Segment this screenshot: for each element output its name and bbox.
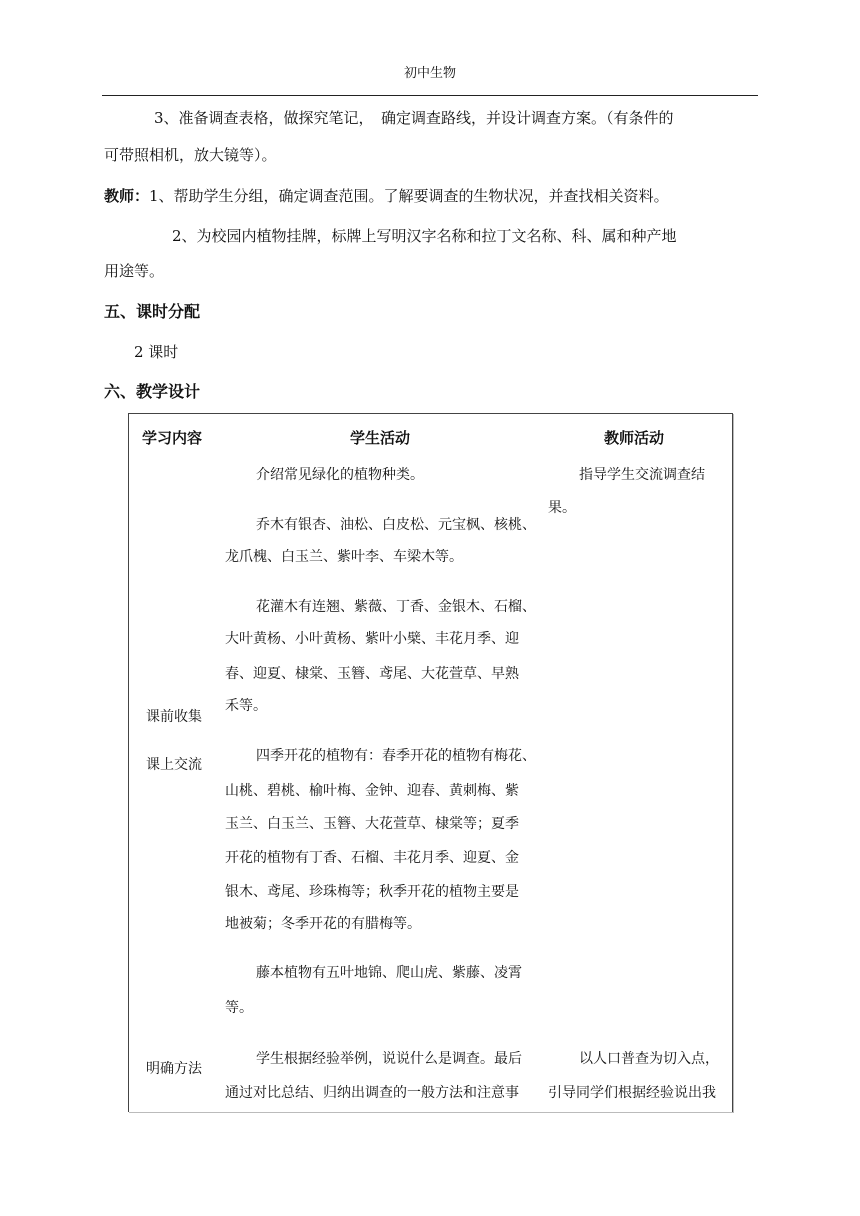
section6-title: 六、教学设计 [104, 382, 201, 401]
student-line: 山桃、碧桃、榆叶梅、金钟、迎春、黄刺梅、紫 [225, 783, 519, 799]
row1-content-b: 课上交流 [146, 757, 202, 773]
section5-value: 2 课时 [134, 343, 179, 361]
student-line: 龙爪槐、白玉兰、紫叶李、车梁木等。 [225, 549, 463, 565]
student-line: 介绍常见绿化的植物种类。 [256, 467, 424, 483]
teacher-activity-line: 指导学生交流调查结 [579, 467, 705, 483]
teaching-design-table [128, 413, 733, 1112]
section5-title: 五、课时分配 [104, 302, 201, 321]
student-line: 学生根据经验举例，说说什么是调查。最后 [256, 1051, 522, 1067]
step3-line1: 3、准备调查表格，做探究笔记， 确定调查路线，并设计调查方案。（有条件的 [154, 109, 674, 127]
teacher-activity-line: 引导同学们根据经验说出我 [548, 1085, 716, 1101]
student-line: 春、迎夏、棣棠、玉簪、鸢尾、大花萱草、早熟 [225, 666, 519, 682]
student-line: 银木、鸢尾、珍珠梅等；秋季开花的植物主要是 [225, 884, 519, 900]
student-line: 地被菊；冬季开花的有腊梅等。 [225, 916, 421, 932]
student-line: 等。 [225, 1000, 253, 1016]
student-line: 花灌木有连翘、紫薇、丁香、金银木、石榴、 [256, 599, 536, 615]
teacher-activity-line: 以人口普查为切入点， [579, 1051, 719, 1067]
student-line: 禾等。 [225, 698, 267, 714]
student-line: 乔木有银杏、油松、白皮松、元宝枫、核桃、 [256, 517, 536, 533]
teacher-paragraph [104, 186, 669, 206]
step3-line2: 可带照相机，放大镜等）。 [104, 146, 277, 164]
student-line: 大叶黄杨、小叶黄杨、紫叶小檗、丰花月季、迎 [225, 631, 519, 647]
student-line: 藤本植物有五叶地锦、爬山虎、紫藤、凌霄 [256, 965, 522, 981]
teacher-item2-line1: 2、为校园内植物挂牌，标牌上写明汉字名称和拉丁文名称、科、属和种产地 [172, 227, 677, 245]
page-header: 初中生物 [403, 66, 456, 81]
student-line: 通过对比总结、归纳出调查的一般方法和注意事 [225, 1085, 519, 1101]
table-header-student: 学生活动 [350, 429, 411, 447]
teacher-item2-line2: 用途等。 [104, 262, 165, 280]
student-line: 四季开花的植物有：春季开花的植物有梅花、 [256, 748, 536, 764]
teacher-label: 教师： [104, 187, 150, 205]
table-header-content: 学习内容 [142, 429, 203, 447]
student-line: 玉兰、白玉兰、玉簪、大花萱草、棣棠等；夏季 [225, 816, 519, 832]
teacher-activity-line: 果。 [548, 500, 576, 516]
teacher-item1: 1、帮助学生分组，确定调查范围。了解要调查的生物状况，并查找相关资料。 [149, 187, 669, 205]
row1-content-a: 课前收集 [146, 709, 202, 725]
header-rule [102, 95, 758, 96]
row2-content: 明确方法 [146, 1061, 202, 1077]
table-header-teacher: 教师活动 [604, 429, 665, 447]
student-line: 开花的植物有丁香、石榴、丰花月季、迎夏、金 [225, 850, 519, 866]
